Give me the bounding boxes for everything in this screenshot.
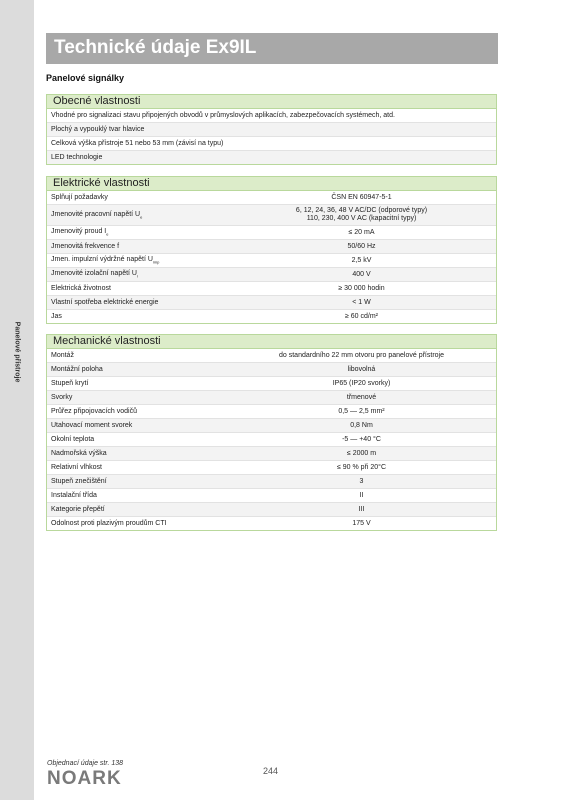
row-value	[227, 520, 496, 528]
row-label	[47, 492, 227, 499]
row-label	[47, 422, 227, 429]
row-text: Vhodné pro signalizaci stavu připojených obvodů v průmyslových aplikacích, zabezpečovacích systémech, atd.	[51, 112, 395, 119]
row-label	[47, 352, 227, 359]
value-text: 2,5 kV	[351, 256, 372, 264]
table-row	[47, 268, 496, 282]
table-row	[47, 517, 496, 530]
value-text: ≤ 2000 m	[346, 449, 377, 457]
table-row	[47, 349, 496, 363]
row-value	[227, 229, 496, 237]
table-row	[47, 391, 496, 405]
label-subscript: e	[106, 231, 109, 237]
label-text: Odolnost proti plazivým proudům CTI	[51, 520, 167, 527]
row-text: Plochý a vypouklý tvar hlavice	[51, 126, 145, 133]
section-heading: Obecné vlastnosti	[47, 95, 496, 109]
row-label	[47, 436, 227, 443]
label-text: Průřez připojovacích vodičů	[51, 408, 137, 415]
electrical-rows	[47, 191, 496, 323]
brand-logo: NOARK	[47, 768, 122, 789]
mechanical-rows	[47, 349, 496, 530]
label-text: Vlastní spotřeba elektrické energie	[51, 299, 159, 306]
value-text: ČSN EN 60947-5-1	[331, 193, 392, 201]
sidebar	[0, 0, 34, 800]
table-row	[47, 296, 496, 310]
table-row	[47, 123, 496, 137]
row-label	[47, 506, 227, 513]
value-text: 0,5 — 2,5 mm²	[338, 407, 385, 415]
row-value	[227, 366, 496, 374]
table-row	[47, 310, 496, 323]
row-text: LED technologie	[51, 154, 103, 161]
row-value	[227, 408, 496, 416]
label-text: Stupeň znečištění	[51, 478, 107, 485]
value-text: IP65 (IP20 svorky)	[332, 379, 391, 387]
label-text: Okolní teplota	[51, 436, 95, 443]
section-heading: Mechanické vlastnosti	[47, 335, 496, 349]
row-label	[47, 366, 227, 373]
page-subtitle: Panelové signálky	[46, 73, 125, 83]
label-text: Stupeň krytí	[51, 380, 89, 387]
row-label	[47, 520, 227, 527]
table-row	[47, 475, 496, 489]
row-value	[227, 464, 496, 472]
table-row	[47, 489, 496, 503]
value-text: III	[358, 505, 365, 513]
row-label	[47, 408, 227, 415]
order-info-note: Objednací údaje str. 138	[47, 760, 124, 767]
label-subscript: imp	[152, 259, 160, 265]
value-text: 6, 12, 24, 36, 48 V AC/DC (odporové typy)	[295, 207, 428, 214]
label-text: Montážní poloha	[51, 366, 103, 373]
value-text: libovolná	[347, 365, 376, 373]
table-row	[47, 433, 496, 447]
value-text: třmenové	[346, 393, 377, 401]
label-text: Jmenovitá frekvence f	[51, 243, 120, 250]
label-text: Splňují požadavky	[51, 194, 108, 201]
value-text: ≤ 20 mA	[348, 228, 375, 236]
row-label	[47, 394, 227, 401]
row-label	[47, 270, 227, 278]
table-row	[47, 377, 496, 391]
label-text: Utahovací moment svorek	[51, 422, 133, 429]
table-row	[47, 191, 496, 205]
general-section	[46, 94, 497, 165]
row-text: Celková výška přístroje 51 nebo 53 mm (závisí na typu)	[51, 140, 224, 147]
row-label	[47, 211, 227, 219]
value-text: ≥ 60 cd/m²	[344, 312, 379, 320]
row-label	[47, 380, 227, 387]
value-text: -5 — +40 °C	[342, 435, 381, 443]
row-value	[227, 285, 496, 293]
row-value	[227, 478, 496, 486]
row-value	[227, 422, 496, 430]
value-text: 0,8 Nm	[350, 421, 373, 429]
row-value	[227, 352, 496, 360]
table-row	[47, 240, 496, 254]
label-text: Relativní vlhkost	[51, 464, 102, 471]
row-value	[227, 313, 496, 321]
row-value	[227, 207, 496, 223]
table-row	[47, 151, 496, 164]
row-label	[47, 243, 227, 250]
row-value	[227, 243, 496, 251]
value-text: ≤ 90 % při 20°C	[336, 463, 387, 471]
table-row	[47, 503, 496, 517]
row-value	[227, 194, 496, 202]
row-value	[227, 299, 496, 307]
label-text: Elektrická životnost	[51, 285, 111, 292]
label-text: Kategorie přepětí	[51, 506, 105, 513]
row-label	[47, 450, 227, 457]
label-text: Jmenovitý proud I	[51, 228, 107, 236]
sidebar-label: Panelové přístroje	[13, 321, 21, 383]
mechanical-section	[46, 334, 497, 531]
row-value	[227, 450, 496, 458]
row-value	[227, 436, 496, 444]
label-subscript: i	[137, 273, 138, 279]
label-text: Jas	[51, 313, 62, 320]
table-row	[47, 109, 496, 123]
label-text: Jmenovité pracovní napětí U	[51, 210, 141, 218]
value-text: 175 V	[352, 519, 371, 527]
label-text: Svorky	[51, 394, 73, 401]
table-row	[47, 461, 496, 475]
row-label	[47, 194, 227, 201]
label-text: Jmen. impulzní výdržné napětí U	[51, 256, 153, 264]
value-text: 3	[359, 477, 364, 485]
value-text: ≥ 30 000 hodin	[338, 284, 385, 292]
table-row	[47, 447, 496, 461]
section-heading: Elektrické vlastnosti	[47, 177, 496, 191]
label-text: Nadmořská výška	[51, 450, 107, 457]
row-value	[227, 271, 496, 279]
label-text: Jmenovité izolační napětí U	[51, 270, 137, 278]
general-rows	[47, 109, 496, 164]
row-value	[227, 380, 496, 388]
row-label	[47, 228, 227, 236]
table-row	[47, 226, 496, 240]
value-text: II	[359, 491, 364, 499]
row-label	[47, 313, 227, 320]
table-row	[47, 419, 496, 433]
title-bar	[46, 33, 498, 64]
page-title: Technické údaje Ex9IL	[54, 37, 257, 58]
label-text: Montáž	[51, 352, 74, 359]
label-subscript: e	[140, 214, 143, 220]
table-row	[47, 137, 496, 151]
table-row	[47, 282, 496, 296]
page-number: 244	[263, 766, 279, 776]
row-label	[47, 478, 227, 485]
row-value	[227, 506, 496, 514]
table-row	[47, 205, 496, 226]
label-text: Instalační třída	[51, 492, 97, 499]
table-row	[47, 363, 496, 377]
row-label	[47, 256, 227, 264]
row-value	[227, 257, 496, 265]
value-text: do standardního 22 mm otvoru pro panelové přístroje	[279, 351, 444, 359]
row-label	[47, 285, 227, 292]
row-value	[227, 394, 496, 402]
value-text: 50/60 Hz	[347, 242, 376, 250]
value-text: < 1 W	[352, 298, 371, 306]
electrical-section	[46, 176, 497, 324]
value-text-line2: 110, 230, 400 V AC (kapacitní typy)	[306, 215, 417, 222]
table-row	[47, 405, 496, 419]
row-label	[47, 464, 227, 471]
row-value	[227, 492, 496, 500]
row-label	[47, 299, 227, 306]
value-text: 400 V	[352, 270, 371, 278]
table-row	[47, 254, 496, 268]
